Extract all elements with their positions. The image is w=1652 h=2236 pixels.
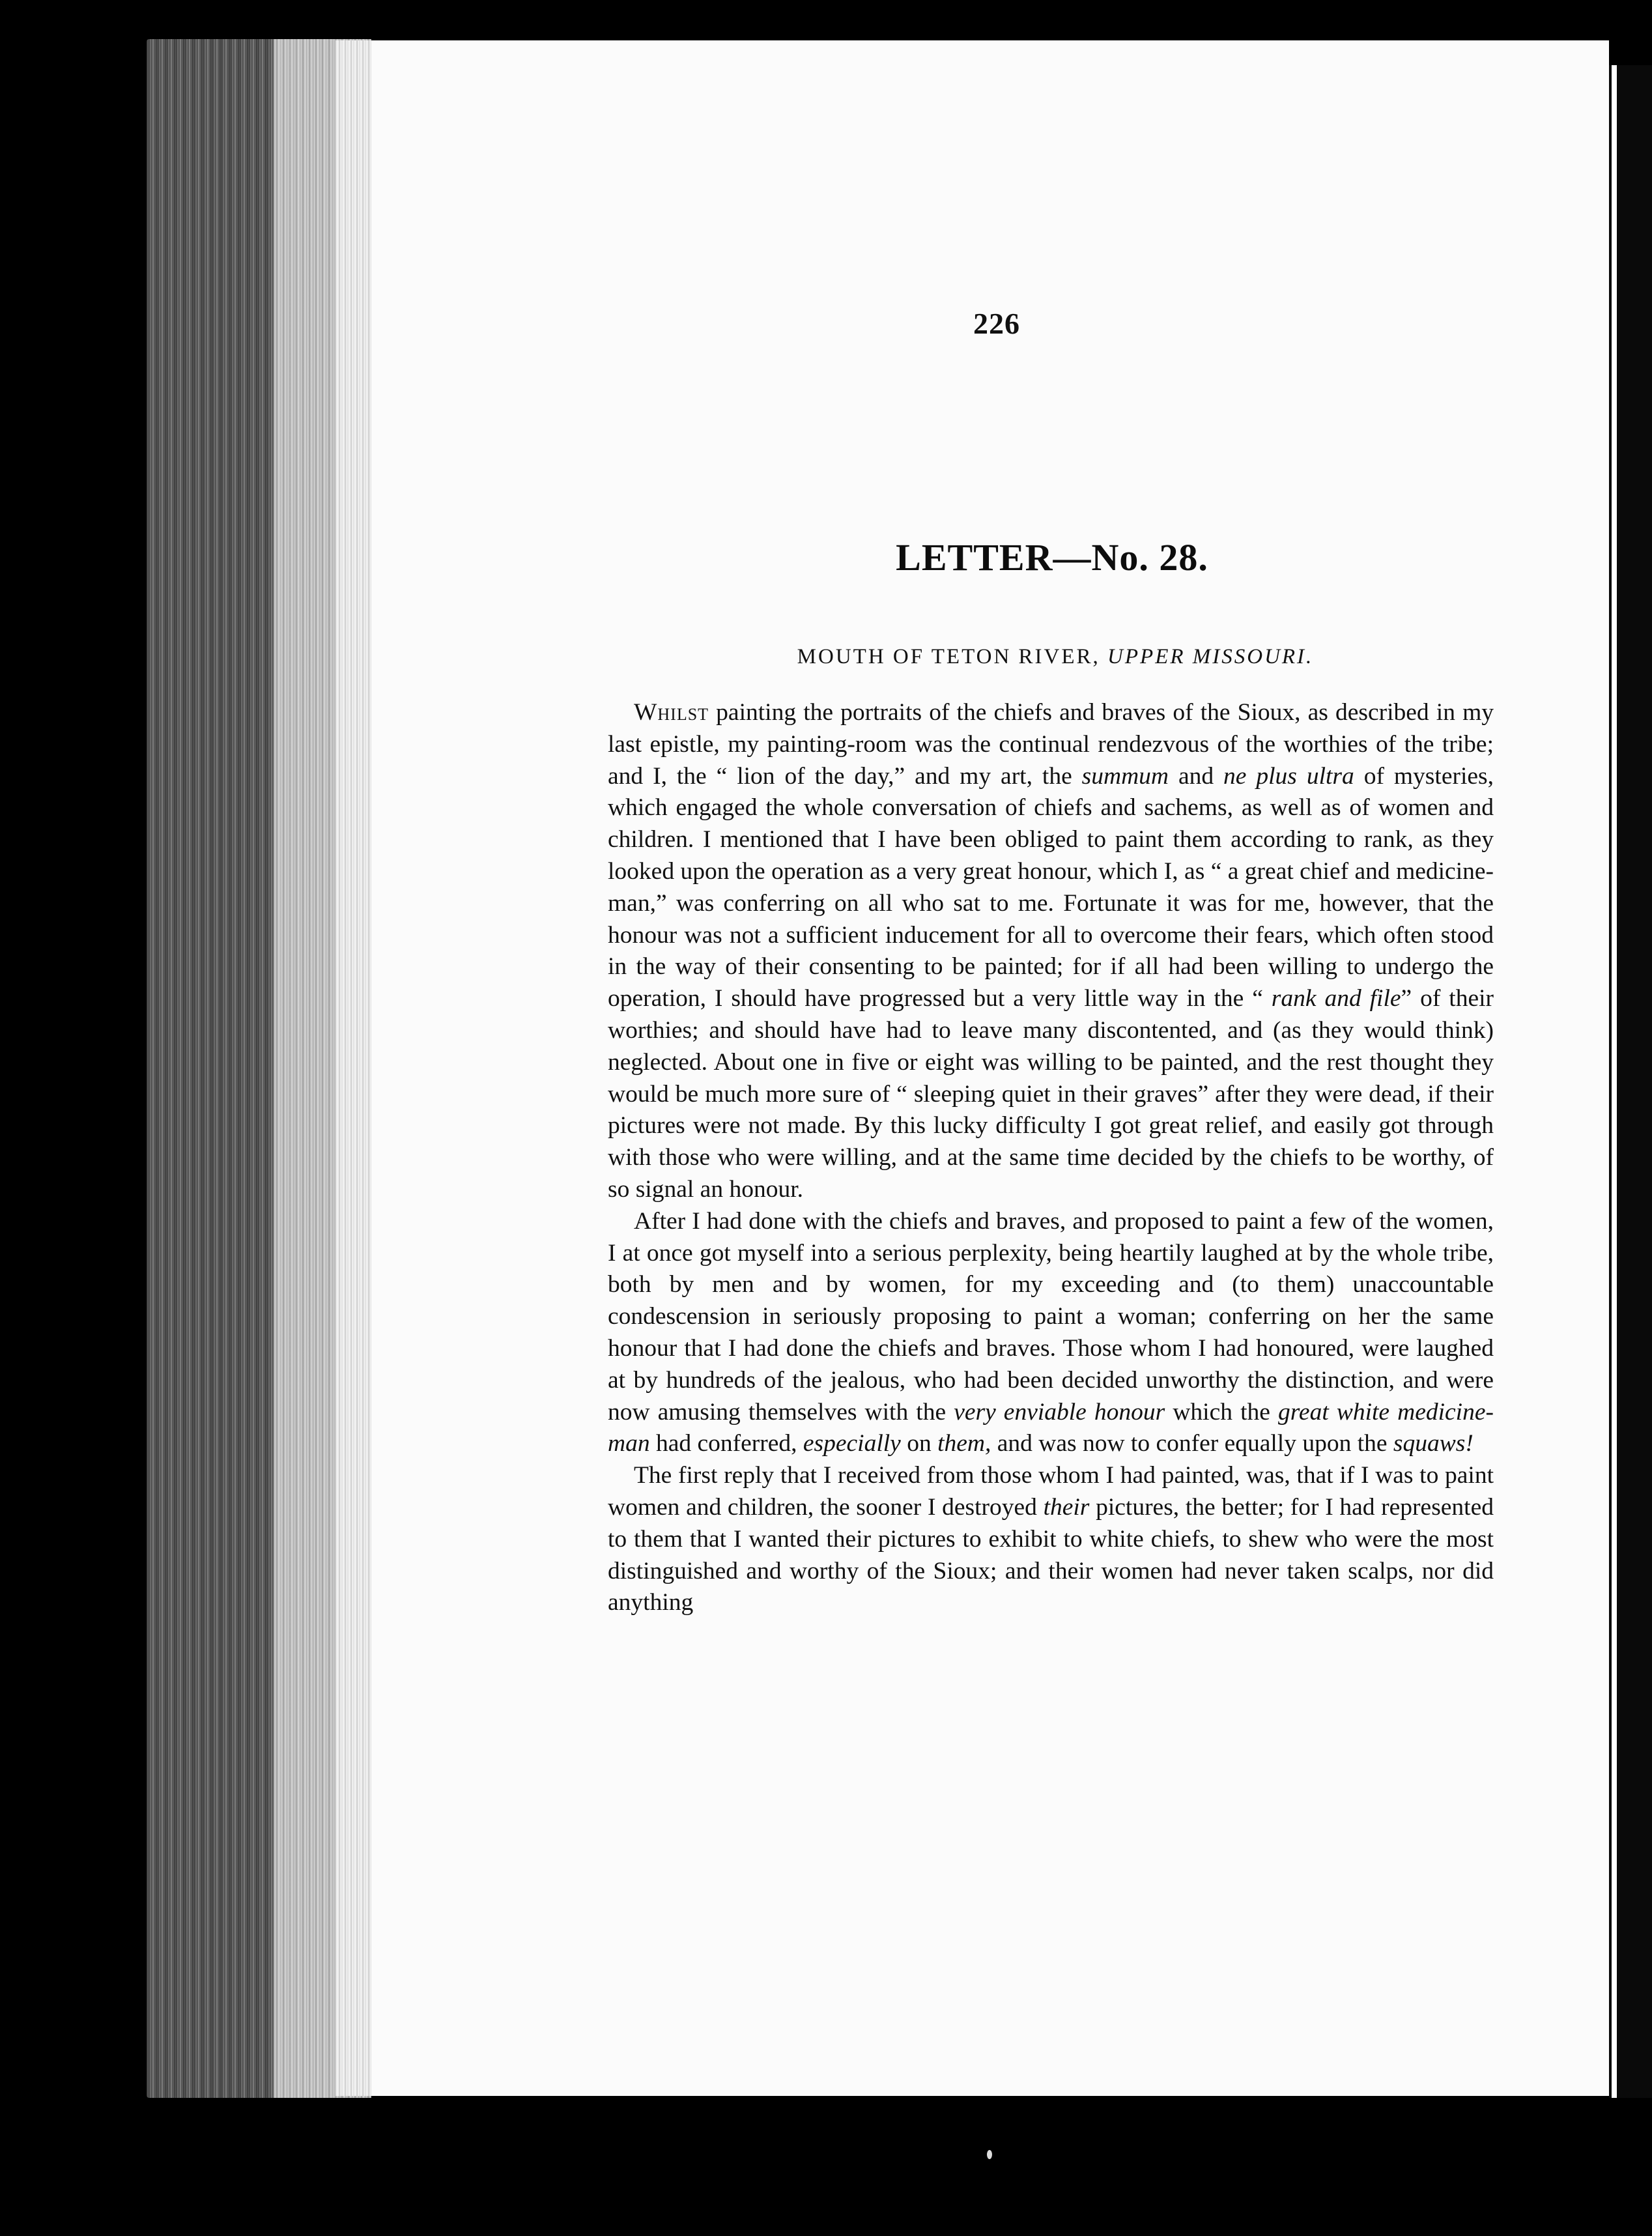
- page-number: 226: [973, 307, 1020, 340]
- text-run: ” of their worthies; and should have had to leave many discontented, and (as they would think) neglected. About one in five or eight was willing to be painted, and the rest thought they would be much more sure of “ sleeping quiet in their graves” after they were dead, if their pictures were not made. By this lucky difficulty I got great relief, and easily got through with those who were willing, and at the same time decided by the chiefs to be worthy, of so signal an honour.: [608, 985, 1494, 1203]
- text-run: had conferred,: [649, 1430, 803, 1457]
- text-run: The first reply that I received from those whom I had painted, was, that if I was to paint women and children, the sooner I destroyed: [608, 1462, 1494, 1521]
- scan-speck: [987, 2150, 992, 2159]
- paragraph: [608, 697, 1494, 1206]
- text-run: and was now to confer equally upon the: [991, 1430, 1393, 1457]
- text-run: summum: [1081, 762, 1169, 790]
- text-run: which the: [1165, 1398, 1278, 1426]
- text-run: painting the portraits of the chiefs and braves of the Sioux, as described in my last epistle, my painting-room was the continual rendezvous of the worthies of the tribe; and I, the “ lion of the day,” and my art, the: [608, 699, 1494, 790]
- place-main: MOUTH OF TETON RIVER,: [797, 645, 1108, 668]
- text-run: ne plus ultra: [1223, 762, 1354, 790]
- letter-body: [608, 697, 1494, 1619]
- text-run: great white medicine-man: [608, 1398, 1494, 1457]
- text-run: pictures, the better; for I had represented to them that I wanted their pictures to exhibit to white chiefs, to shew who were the most distinguished and worthy of the Sioux; and their women had never taken scalps, nor did anything: [608, 1493, 1494, 1616]
- text-run: on: [900, 1430, 938, 1457]
- text-run: them,: [937, 1430, 991, 1457]
- text-run: rank and file: [1271, 985, 1401, 1012]
- text-run: and: [1169, 762, 1224, 790]
- text-run: squaws!: [1393, 1430, 1474, 1457]
- text-run: their: [1043, 1493, 1090, 1521]
- place-italic: UPPER MISSOURI.: [1107, 645, 1314, 668]
- paragraph: [608, 1206, 1494, 1460]
- place-line: [730, 645, 1381, 669]
- letter-heading: LETTER—No. 28.: [896, 536, 1208, 579]
- text-run: After I had done with the chiefs and braves, and proposed to paint a few of the women, I at once got myself into a serious perplexity, being heartily laughed at by the whole tribe, both by men and by women, for my exceeding and (to them) unaccountable condescension in seriously proposing to paint a woman; conferring on her the same honour that I had done the chiefs and braves. Those whom I had honoured, were laughed at by hundreds of the jealous, who had been decided unworthy the distinction, and were now amusing themselves with the: [608, 1207, 1494, 1426]
- text-run: of mysteries, which engaged the whole conversation of chiefs and sachems, as well as of women and children. I mentioned that I have been obliged to paint them according to rank, as they looked upon the operation as a very great honour, which I, as “ a great chief and medicine-man,” was conferring on all who sat to me. Fortunate it was for me, however, that the honour was not a sufficient inducement for all to overcome their fears, which often stood in the way of their consenting to be painted; for if all had been willing to undergo the operation, I should have progressed but a very little way in the “: [608, 762, 1494, 1012]
- facing-page-edge: [1609, 65, 1652, 2098]
- text-run: especially: [803, 1430, 901, 1457]
- text-run: very enviable honour: [954, 1398, 1165, 1426]
- paragraph: [608, 1460, 1494, 1619]
- text-run: Whilst: [634, 699, 709, 726]
